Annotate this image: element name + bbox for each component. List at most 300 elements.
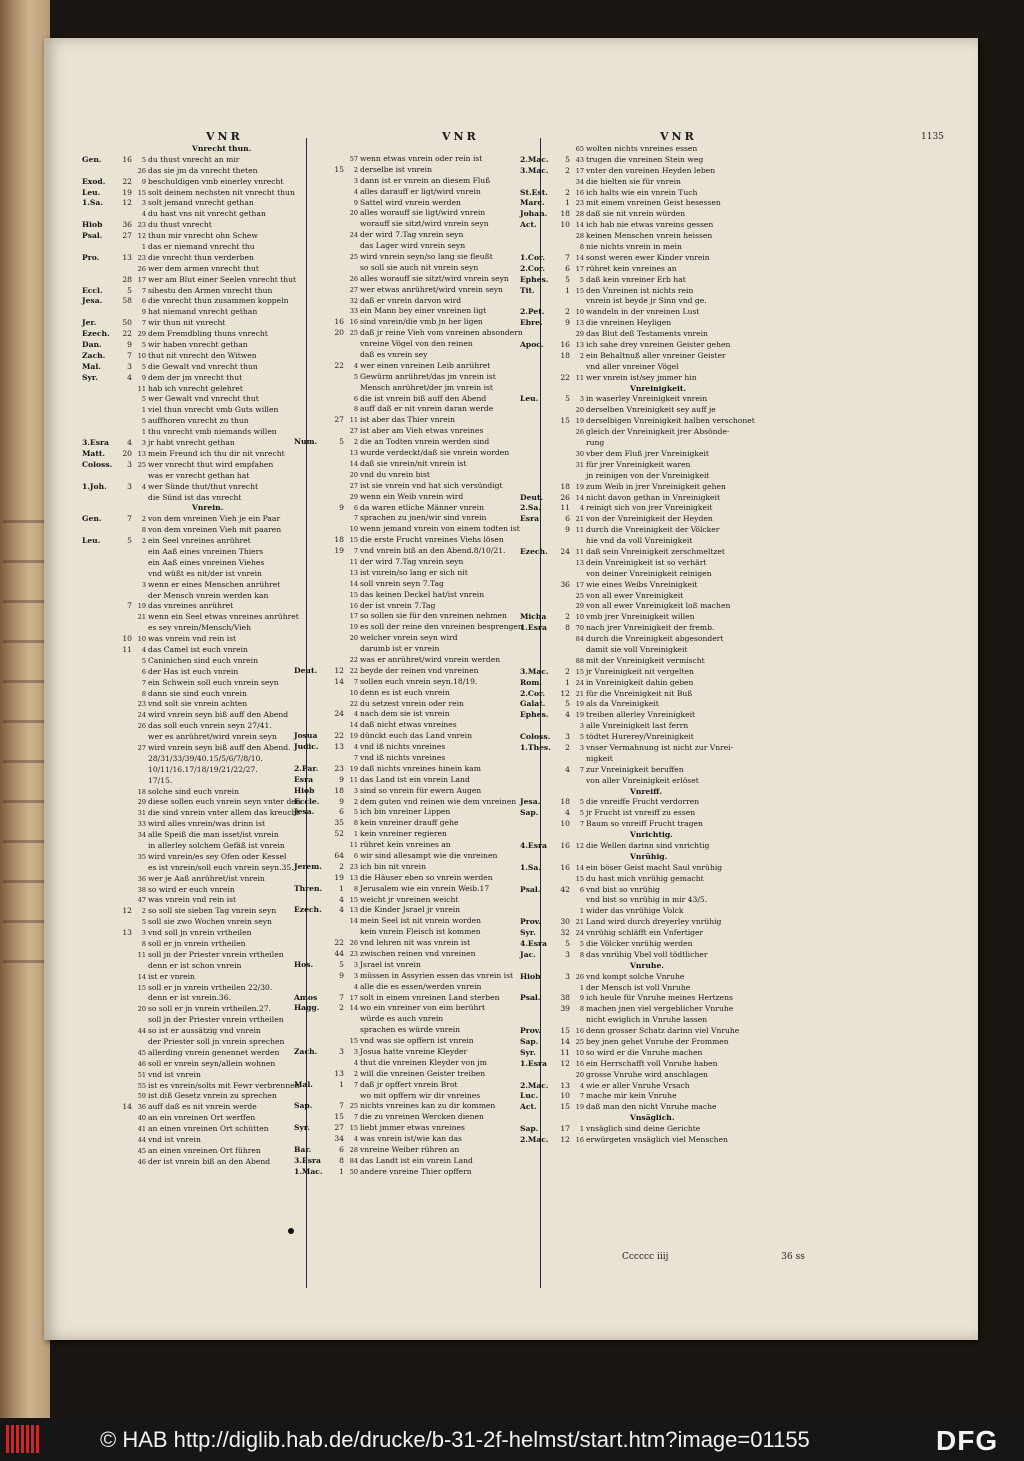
- verse-number: 4: [353, 187, 358, 196]
- verse-number: 15: [349, 895, 358, 904]
- chapter-number: 18: [334, 535, 344, 545]
- chapter-number: 16: [122, 154, 132, 164]
- chapter-number: 42: [560, 884, 570, 894]
- book-abbrev: 1.Joh.: [82, 481, 107, 491]
- book-abbrev: Ezech.: [82, 329, 110, 339]
- book-abbrev: Thren.: [294, 883, 323, 893]
- verse-number: 10: [137, 351, 146, 360]
- chapter-number: 13: [122, 928, 132, 938]
- chapter-number: 22: [560, 372, 570, 382]
- entry-text: auff daß es nit vnrein werde: [148, 1102, 257, 1112]
- verse-number: 8: [141, 940, 146, 949]
- index-entry: [294, 513, 544, 524]
- index-entry: [294, 285, 544, 296]
- chapter-number: 19: [334, 872, 344, 882]
- entry-text: soll er jn vnrein vrtheilen: [148, 939, 246, 949]
- entry-text: jr habt vnrecht gethan: [148, 438, 235, 448]
- entry-text: Land wird durch dreyerley vnrühig: [586, 917, 722, 927]
- entry-text: der ist vnrein 7.Tag: [360, 600, 436, 610]
- chapter-number: 3: [127, 361, 132, 371]
- book-abbrev: Act.: [520, 1102, 537, 1112]
- index-entry: [294, 383, 544, 394]
- verse-number: 2: [141, 515, 146, 524]
- chapter-number: 2: [339, 861, 344, 871]
- chapter-number: 30: [560, 917, 570, 927]
- verse-number: 8: [353, 405, 358, 414]
- book-abbrev: Micha: [520, 612, 547, 622]
- verse-number: 21: [575, 918, 584, 927]
- book-abbrev: Ezech.: [294, 905, 322, 915]
- entry-text: worauff sie sitzt/wird vnrein seyn: [360, 219, 489, 229]
- verse-number: 11: [137, 950, 146, 959]
- index-entry: [294, 296, 544, 307]
- book-abbrev: Tit.: [520, 285, 535, 295]
- entry-text: so ist er aussätzig vnd vnrein: [148, 1026, 261, 1036]
- entry-text: wurde verdeckt/daß sie vnrein worden: [360, 448, 510, 458]
- entry-text: dem der jm vnrecht thut: [148, 372, 243, 382]
- index-entry: [294, 306, 544, 317]
- entry-text: vnreine Vögel von den reinen: [360, 339, 473, 349]
- index-entry: [520, 460, 780, 471]
- verse-number: 19: [575, 1103, 584, 1112]
- verse-number: 6: [141, 297, 146, 306]
- verse-number: 7: [579, 820, 584, 829]
- entry-text: daß jr opffert vnrein Brot: [360, 1079, 458, 1089]
- index-entry: [294, 1036, 544, 1047]
- copyright-url[interactable]: © HAB http://diglib.hab.de/drucke/b-31-2f-helmst/start.htm?image=01155: [100, 1427, 810, 1452]
- entry-text: wir haben vnrecht gethan: [148, 340, 248, 350]
- index-entry: [520, 482, 780, 493]
- verse-number: 4: [353, 743, 358, 752]
- index-entry: [294, 1091, 544, 1102]
- verse-number: 50: [349, 1167, 358, 1176]
- entry-text: Sattel wird vnrein werden: [360, 197, 461, 207]
- book-abbrev: Amos: [294, 992, 318, 1002]
- chapter-number: 9: [339, 774, 344, 784]
- verse-number: 22: [349, 666, 358, 675]
- verse-number: 27: [137, 743, 146, 752]
- index-entry: [520, 166, 780, 177]
- verse-number: 20: [137, 1005, 146, 1014]
- entry-text: der wird 7.Tag vnrein seyn: [360, 556, 464, 566]
- book-abbrev: 2.Mac.: [520, 1080, 549, 1090]
- entry-text: was vnrein ist/wie kan das: [360, 1134, 462, 1144]
- chapter-number: 4: [127, 372, 132, 382]
- entry-text: auffhoren vnrecht zu thun: [148, 416, 249, 426]
- index-entry: [520, 623, 780, 634]
- index-entry: [294, 633, 544, 644]
- verse-number: 45: [137, 1048, 146, 1057]
- entry-text: rühret kein vnreines an: [586, 263, 677, 273]
- verse-number: 21: [575, 515, 584, 524]
- verse-number: 13: [575, 319, 584, 328]
- verse-number: 7: [353, 677, 358, 686]
- index-entry: [294, 524, 544, 535]
- index-entry: [294, 361, 544, 372]
- index-entry: [520, 471, 780, 482]
- chapter-number: 7: [339, 1101, 344, 1111]
- book-abbrev: Dan.: [82, 340, 102, 350]
- verse-number: 4: [141, 210, 146, 219]
- verse-number: 20: [575, 406, 584, 415]
- verse-number: 84: [575, 635, 584, 644]
- verse-number: 18: [137, 787, 146, 796]
- entry-text: thun mir vnrecht ohn Schew: [148, 231, 258, 241]
- entry-text: solt jemand vnrecht gethan: [148, 198, 254, 208]
- entry-text: die erste Frucht vnreines Viehs lösen: [360, 535, 504, 545]
- index-entry: [520, 373, 780, 384]
- chapter-number: 18: [560, 797, 570, 807]
- entry-text: das keinen Deckel hat/ist vnrein: [360, 589, 485, 599]
- index-entry: [520, 1135, 780, 1146]
- verse-number: 29: [137, 330, 146, 339]
- chapter-number: 8: [339, 1155, 344, 1165]
- book-abbrev: 1.Thes.: [520, 742, 551, 752]
- entry-text: an einen vnreinen Ort schütten: [148, 1124, 269, 1134]
- entry-text: hat niemand vnrecht gethan: [148, 307, 258, 317]
- entry-text: wer einen vnreinen Leib anrühret: [360, 360, 491, 370]
- chapter-number: 14: [560, 1037, 570, 1047]
- index-entry: [520, 438, 780, 449]
- book-abbrev: 1.Esra: [520, 623, 547, 633]
- verse-number: 13: [575, 341, 584, 350]
- entry-text: zur Vnreinigkeit beruffen: [586, 764, 684, 774]
- entry-text: nie nichts vnrein in mein: [586, 242, 682, 252]
- book-abbrev: Psal.: [520, 884, 541, 894]
- verse-number: 17: [349, 612, 358, 621]
- verse-number: 1: [141, 243, 146, 252]
- book-abbrev: 1.Sa.: [82, 198, 103, 208]
- chapter-number: 22: [334, 731, 344, 741]
- verse-number: 15: [575, 667, 584, 676]
- entry-text: das sie jm da vnrecht theten: [148, 165, 258, 175]
- chapter-number: 2: [565, 666, 570, 676]
- chapter-number: 11: [560, 1047, 570, 1057]
- verse-number: 10: [349, 688, 358, 697]
- entry-text: wer vnrein ist/sey jmmer hin: [586, 372, 697, 382]
- book-abbrev: Ezech.: [520, 546, 548, 556]
- index-entry: [294, 187, 544, 198]
- chapter-number: 12: [122, 906, 132, 916]
- index-entry: [520, 765, 780, 776]
- chapter-number: 28: [122, 274, 132, 284]
- index-entry: [520, 1015, 780, 1026]
- entry-text: Vnrichtig.: [630, 830, 673, 840]
- chapter-number: 26: [560, 492, 570, 502]
- index-entry: [520, 841, 780, 852]
- book-abbrev: 1.Cor.: [520, 252, 545, 262]
- verse-number: 4: [579, 1081, 584, 1090]
- index-entry: [294, 960, 544, 971]
- verse-number: 32: [349, 296, 358, 305]
- verse-number: 9: [141, 177, 146, 186]
- chapter-number: 16: [334, 317, 344, 327]
- entry-text: so sollen sie für den vnreinen nehmen: [360, 611, 507, 621]
- entry-text: mein Freund ich thu dir nit vnrecht: [148, 448, 285, 458]
- entry-text: wo ein vnreiner von eim berührt: [360, 1003, 486, 1013]
- entry-text: wandeln in der vnreinen Lust: [586, 307, 700, 317]
- chapter-number: 2: [565, 307, 570, 317]
- verse-number: 4: [353, 1058, 358, 1067]
- verse-number: 26: [349, 939, 358, 948]
- entry-text: auff daß er nit vnrein daran werde: [360, 404, 494, 414]
- index-entry: [520, 1102, 780, 1113]
- index-entry: [294, 873, 544, 884]
- verse-number: 28: [349, 1146, 358, 1155]
- book-abbrev: 2.Sa.: [520, 503, 541, 513]
- entry-text: solt in einem vnreinen Land sterben: [360, 992, 500, 1002]
- chapter-number: 6: [565, 263, 570, 273]
- verse-number: 11: [575, 526, 584, 535]
- entry-text: die vnreinen Heyligen: [586, 318, 672, 328]
- signature-mark: [622, 1252, 805, 1262]
- verse-number: 7: [353, 547, 358, 556]
- entry-text: das soll euch vnrein seyn 27/41.: [148, 721, 272, 731]
- entry-text: vnter den vnreinen Heyden leben: [586, 165, 716, 175]
- verse-number: 7: [579, 1092, 584, 1101]
- entry-text: wie eines Weibs Vnreinigkeit: [586, 579, 698, 589]
- entry-text: Jerusalem wie ein vnrein Weib.17: [360, 883, 490, 893]
- verse-number: 70: [575, 624, 584, 633]
- verse-number: 3: [353, 176, 358, 185]
- index-entry: [294, 644, 544, 655]
- chapter-number: 10: [560, 220, 570, 230]
- index-entry: [520, 797, 780, 808]
- verse-number: 14: [137, 972, 146, 981]
- index-entry: [294, 709, 544, 720]
- chapter-number: 34: [334, 1134, 344, 1144]
- index-entry: [294, 568, 544, 579]
- chapter-number: 18: [560, 350, 570, 360]
- entry-text: die Häuser eben so vnrein werden: [360, 872, 493, 882]
- index-entry: [520, 286, 780, 297]
- verse-number: 11: [575, 547, 584, 556]
- index-entry: [294, 601, 544, 612]
- chapter-number: 13: [334, 742, 344, 752]
- entry-text: ein Seel vnreines anrühret: [148, 536, 251, 546]
- verse-number: 10: [349, 525, 358, 534]
- chapter-number: 22: [334, 360, 344, 370]
- chapter-number: 7: [127, 350, 132, 360]
- entry-text: soll jn der Priester vnrein vrtheilen: [148, 949, 284, 959]
- index-entry: [520, 264, 780, 275]
- verse-number: 19: [575, 482, 584, 491]
- entry-text: wird vnrein seyn biß auff den Abend: [148, 710, 289, 720]
- index-entry: [294, 1080, 544, 1091]
- index-entry: [294, 1003, 544, 1014]
- entry-text: wenn ein Weib vnrein wird: [360, 491, 464, 501]
- verse-number: 2: [353, 438, 358, 447]
- verse-number: 17: [575, 166, 584, 175]
- index-entry: [520, 906, 780, 917]
- index-entry: [520, 198, 780, 209]
- entry-text: von dem vnreinen Vieh mit paaren: [148, 525, 282, 535]
- entry-text: was vnrein vnd rein ist: [148, 895, 237, 905]
- book-abbrev: Apoc.: [520, 340, 544, 350]
- index-entry: [294, 1123, 544, 1134]
- entry-text: sihestu den Armen vnrecht thun: [148, 285, 273, 295]
- index-entry: [294, 579, 544, 590]
- chapter-number: 15: [560, 1026, 570, 1036]
- verse-number: 6: [141, 667, 146, 676]
- verse-number: 3: [353, 960, 358, 969]
- chapter-number: 15: [334, 164, 344, 174]
- chapter-number: 13: [560, 1080, 570, 1090]
- verse-number: 44: [137, 1027, 146, 1036]
- index-entry: [294, 263, 544, 274]
- index-entry: [294, 426, 544, 437]
- chapter-number: 9: [565, 318, 570, 328]
- verse-number: 46: [137, 1157, 146, 1166]
- verse-number: 9: [579, 994, 584, 1003]
- chapter-number: 2: [565, 165, 570, 175]
- book-page: [44, 38, 978, 1340]
- book-abbrev: Leu.: [82, 536, 101, 546]
- index-entry: [520, 405, 780, 416]
- verse-number: 25: [575, 591, 584, 600]
- entry-text: ein böser Geist macht Saul vnrühig: [586, 862, 723, 872]
- entry-text: die ist vnrein biß auff den Abend: [360, 393, 487, 403]
- book-abbrev: Luc.: [520, 1091, 539, 1101]
- chapter-number: 5: [565, 394, 570, 404]
- chapter-number: 1: [565, 677, 570, 687]
- book-abbrev: Marc.: [520, 198, 545, 208]
- entry-text: Mensch anrühret/der jm vnrein ist: [360, 382, 493, 392]
- verse-number: 25: [575, 1038, 584, 1047]
- entry-text: alles worauff sie sitzt/wird vnrein seyn: [360, 273, 509, 283]
- verse-number: 46: [137, 1059, 146, 1068]
- index-entry: [520, 993, 780, 1004]
- entry-text: ein Behaltnuß aller vnreiner Geister: [586, 350, 726, 360]
- verse-number: 3: [141, 929, 146, 938]
- entry-text: derselbe ist vnrein: [360, 164, 432, 174]
- entry-text: ein Mann bey einer vnreinen ligt: [360, 306, 487, 316]
- book-abbrev: Zach.: [294, 1047, 318, 1057]
- book-abbrev: Ebre.: [520, 318, 543, 328]
- entry-text: ich bin vnreiner Lippen: [360, 807, 451, 817]
- book-abbrev: Gen.: [82, 514, 102, 524]
- book-abbrev: Gen.: [82, 154, 102, 164]
- chapter-number: 20: [334, 328, 344, 338]
- book-abbrev: Galat.: [520, 699, 546, 709]
- entry-text: von all ewer Vnreinigkeit loß machen: [586, 601, 731, 611]
- entry-text: will die vnreinen Geister treiben: [360, 1068, 486, 1078]
- entry-text: die Kinder Jsrael jr vnrein: [360, 905, 461, 915]
- entry-text: vnd ist vnrein: [148, 1135, 201, 1145]
- index-entry: [520, 678, 780, 689]
- index-entry: [520, 547, 780, 558]
- index-entry: [520, 1070, 780, 1081]
- chapter-number: 15: [560, 416, 570, 426]
- verse-number: 4: [353, 710, 358, 719]
- chapter-number: 5: [127, 536, 132, 546]
- verse-number: 12: [575, 842, 584, 850]
- entry-text: rung: [586, 438, 605, 448]
- index-entry: [294, 1014, 544, 1025]
- index-entry: [520, 220, 780, 231]
- index-entry: [520, 776, 780, 787]
- entry-text: denn er ist schon vnrein: [148, 960, 242, 970]
- entry-text: thut die vnreinen Kleyder von jm: [360, 1057, 487, 1067]
- entry-text: die an Todten vnrein werden sind: [360, 437, 490, 447]
- verse-number: 1: [353, 830, 358, 839]
- index-entry: [520, 580, 780, 591]
- index-entry: [520, 525, 780, 536]
- book-abbrev: Leu.: [520, 394, 539, 404]
- verse-number: 3: [353, 1048, 358, 1057]
- entry-text: daß es vnrein sey: [360, 350, 428, 360]
- entry-text: nichts vnreines kan zu dir kommen: [360, 1101, 496, 1111]
- index-entry: [520, 427, 780, 438]
- verse-number: 6: [353, 503, 358, 512]
- index-entry: [520, 972, 780, 983]
- entry-text: wer vnrecht thut wird empfahen: [148, 459, 274, 469]
- index-entry: [294, 394, 544, 405]
- entry-text: wenn jemand vnrein von einem todten ist: [360, 524, 520, 534]
- entry-text: du hast mich vnrühig gemacht: [586, 873, 704, 883]
- book-abbrev: Esra: [294, 774, 313, 784]
- entry-text: ich halts wie ein vnrein Tuch: [586, 187, 698, 197]
- verse-number: 7: [579, 765, 584, 774]
- verse-number: 20: [349, 470, 358, 479]
- entry-text: sonst weren ewer Kinder vnrein: [586, 252, 710, 262]
- verse-number: 3: [353, 786, 358, 795]
- verse-number: 20: [575, 1070, 584, 1079]
- index-entry: [294, 208, 544, 219]
- entry-text: nach jrer Vnreinigkeit der fremb.: [586, 623, 715, 633]
- entry-text: als da Vnreinigkeit: [586, 699, 659, 709]
- verse-number: 15: [137, 983, 146, 992]
- verse-number: 11: [349, 775, 358, 784]
- verse-number: 5: [141, 341, 146, 350]
- entry-text: soll jn der Priester vnrein vrtheilen: [148, 1015, 284, 1025]
- entry-text: das vnreines anrühret: [148, 601, 234, 611]
- verse-number: 16: [575, 1136, 584, 1145]
- book-abbrev: Sap.: [520, 1124, 539, 1134]
- book-abbrev: Hiob: [294, 785, 315, 795]
- entry-text: vnd soll jn vnrein vrtheilen: [148, 928, 252, 938]
- verse-number: 17: [575, 580, 584, 589]
- entry-text: derselben Vnreinigkeit sey auff je: [586, 405, 716, 415]
- entry-text: vnsäglich sind deine Gerichte: [586, 1124, 701, 1134]
- entry-text: durch die Vnreinigkeit abgesondert: [586, 634, 724, 644]
- column-heading-1: VNR: [206, 130, 243, 143]
- entry-text: ich bin nit vnrein: [360, 861, 426, 871]
- verse-number: 4: [579, 504, 584, 513]
- catchword: 36 ss: [781, 1252, 805, 1262]
- book-abbrev: Pro.: [82, 252, 100, 262]
- index-entry: [294, 546, 544, 557]
- verse-number: 19: [349, 764, 358, 773]
- index-entry: [294, 176, 544, 187]
- chapter-number: 32: [560, 928, 570, 938]
- verse-number: 16: [575, 1027, 584, 1036]
- entry-text: wenn etwas vnrein oder rein ist: [360, 154, 483, 163]
- entry-text: es ist vnrein/soll euch vnrein seyn.35.: [148, 862, 294, 872]
- chapter-number: 5: [565, 699, 570, 709]
- verse-number: 4: [353, 982, 358, 991]
- entry-text: alle Speiß die man isset/ist vnrein: [148, 830, 279, 840]
- entry-text: Baum so vnreiff Frucht tragen: [586, 819, 703, 829]
- entry-text: die zu vnreinen Wercken dienen: [360, 1112, 484, 1122]
- index-section-heading: [520, 852, 780, 863]
- entry-text: an ein vnreinen Ort werffen: [148, 1113, 256, 1123]
- index-section-heading: [520, 787, 780, 798]
- chapter-number: 8: [565, 623, 570, 633]
- index-entry: [520, 591, 780, 602]
- index-entry: [294, 677, 544, 688]
- chapter-number: 15: [560, 1102, 570, 1112]
